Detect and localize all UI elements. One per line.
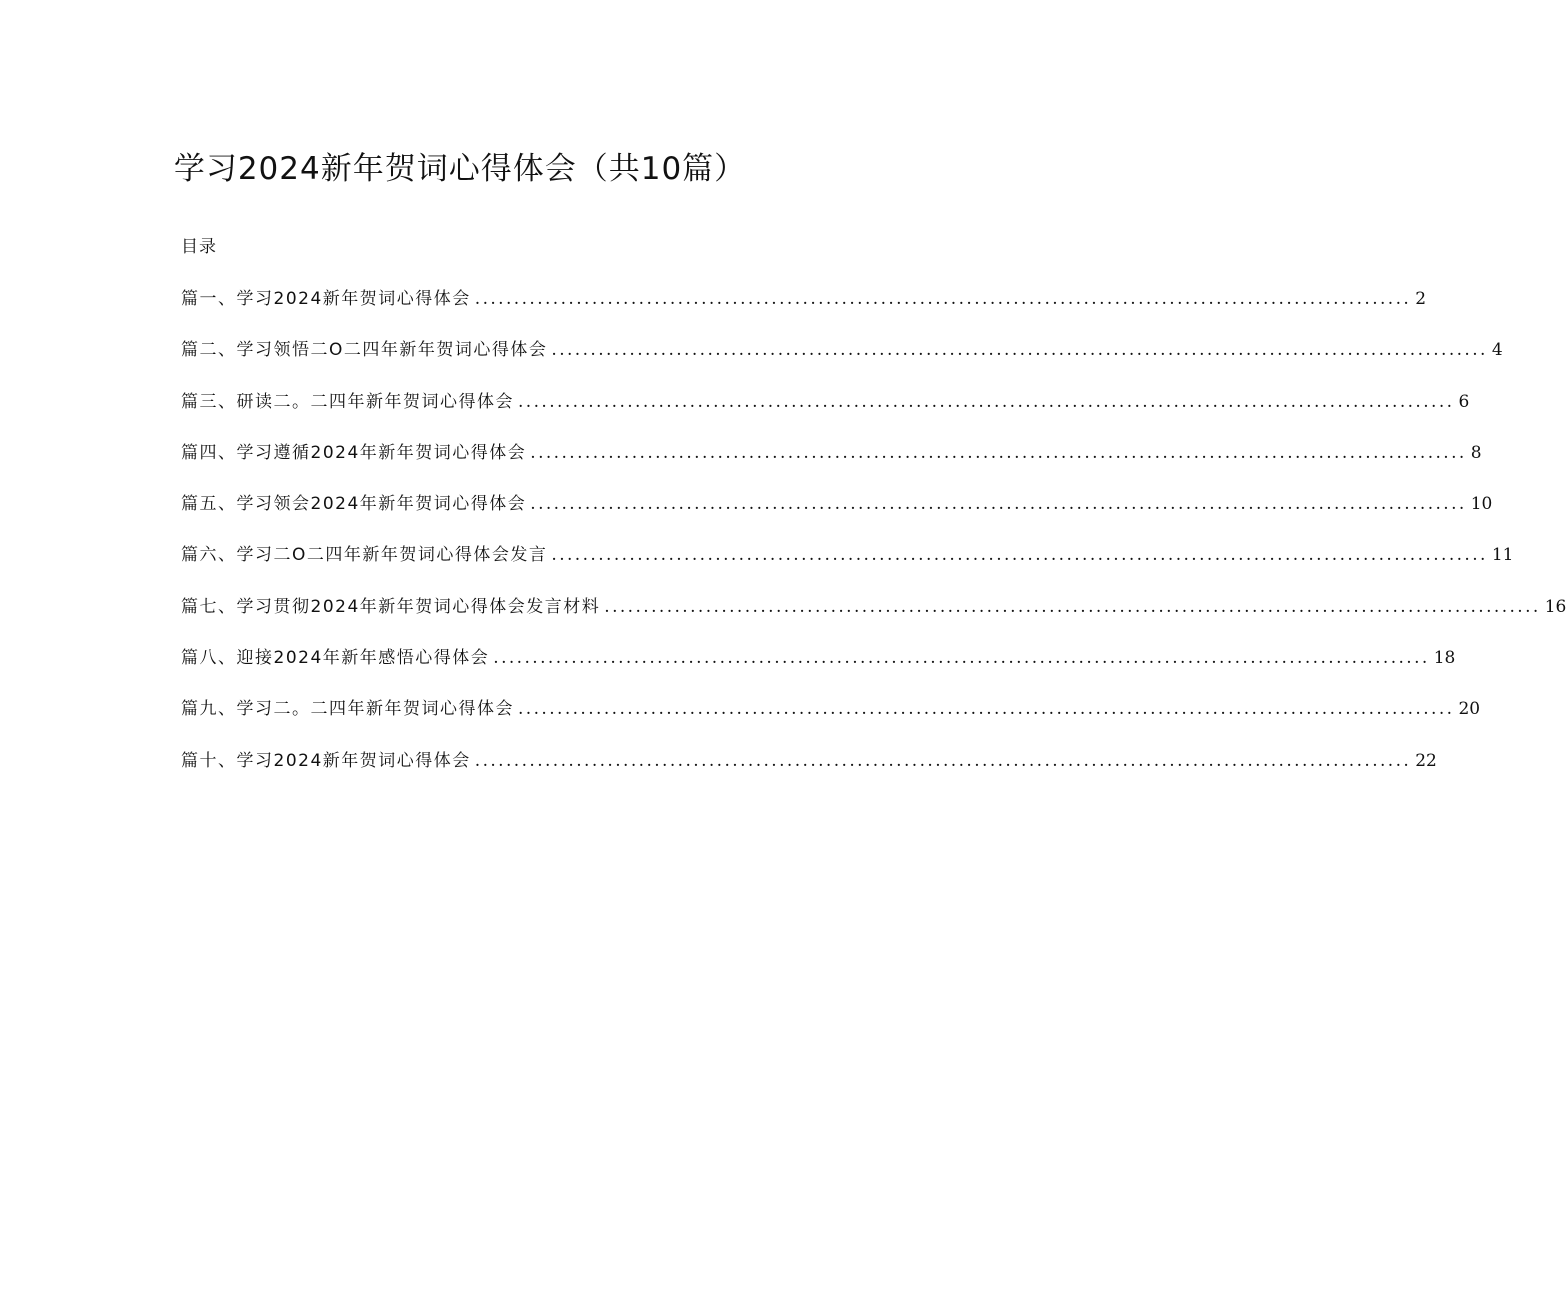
toc-entry-title: 篇九、学习二。二四年新年贺词心得体会 [181, 699, 514, 720]
toc-entry-title: 篇一、学习2024新年贺词心得体会 [181, 289, 471, 309]
toc-entry-6[interactable] [181, 540, 1514, 591]
document-title: 学习2024新年贺词心得体会（共10篇） [173, 151, 747, 187]
table-of-contents [181, 284, 1566, 797]
toc-entry-3[interactable] [181, 387, 1470, 438]
toc-entry-page: 10 [1470, 494, 1493, 515]
toc-dot-leader: ........................................................................................................................ [604, 596, 1541, 617]
toc-entry-page: 4 [1491, 340, 1503, 361]
toc-entry-page: 2 [1415, 289, 1427, 309]
toc-entry-8[interactable] [181, 643, 1456, 694]
toc-dot-leader: ........................................................................................................................ [474, 750, 1412, 771]
toc-dot-leader: ........................................................................................................................ [530, 442, 1467, 463]
toc-dot-leader: ........................................................................................................................ [518, 391, 1455, 412]
toc-entry-title: 篇六、学习二O二四年新年贺词心得体会发言 [181, 545, 548, 566]
toc-entry-9[interactable] [181, 694, 1481, 745]
toc-entry-page: 22 [1415, 750, 1437, 771]
toc-entry-title: 篇十、学习2024新年贺词心得体会 [181, 750, 471, 771]
toc-dot-leader: ........................................................................................................................ [493, 648, 1430, 669]
toc-dot-leader: ........................................................................................................................ [518, 699, 1455, 720]
toc-entry-title: 篇四、学习遵循2024年新年贺词心得体会 [181, 442, 527, 463]
toc-dot-leader: ........................................................................................................................ [474, 289, 1412, 309]
toc-entry-page: 18 [1433, 648, 1456, 669]
toc-entry-2[interactable] [181, 335, 1503, 386]
toc-entry-page: 8 [1470, 442, 1482, 463]
toc-dot-leader: ........................................................................................................................ [551, 545, 1488, 566]
toc-entry-page: 20 [1458, 699, 1481, 720]
toc-entry-title: 篇五、学习领会2024年新年贺词心得体会 [181, 494, 527, 515]
toc-entry-10[interactable] [181, 746, 1437, 797]
toc-entry-5[interactable] [181, 489, 1493, 540]
toc-heading: 目录 [181, 237, 217, 257]
toc-entry-1[interactable] [181, 284, 1427, 335]
toc-entry-title: 篇七、学习贯彻2024年新年贺词心得体会发言材料 [181, 596, 601, 617]
toc-entry-page: 16 [1544, 596, 1566, 617]
toc-entry-4[interactable] [181, 438, 1482, 489]
toc-entry-7[interactable] [181, 592, 1566, 643]
toc-dot-leader: ........................................................................................................................ [530, 494, 1467, 515]
toc-dot-leader: ........................................................................................................................ [551, 340, 1488, 361]
toc-entry-page: 11 [1491, 545, 1514, 566]
toc-entry-title: 篇八、迎接2024年新年感悟心得体会 [181, 648, 490, 669]
toc-entry-page: 6 [1458, 391, 1470, 412]
toc-entry-title: 篇二、学习领悟二O二四年新年贺词心得体会 [181, 340, 548, 361]
toc-entry-title: 篇三、研读二。二四年新年贺词心得体会 [181, 391, 514, 412]
